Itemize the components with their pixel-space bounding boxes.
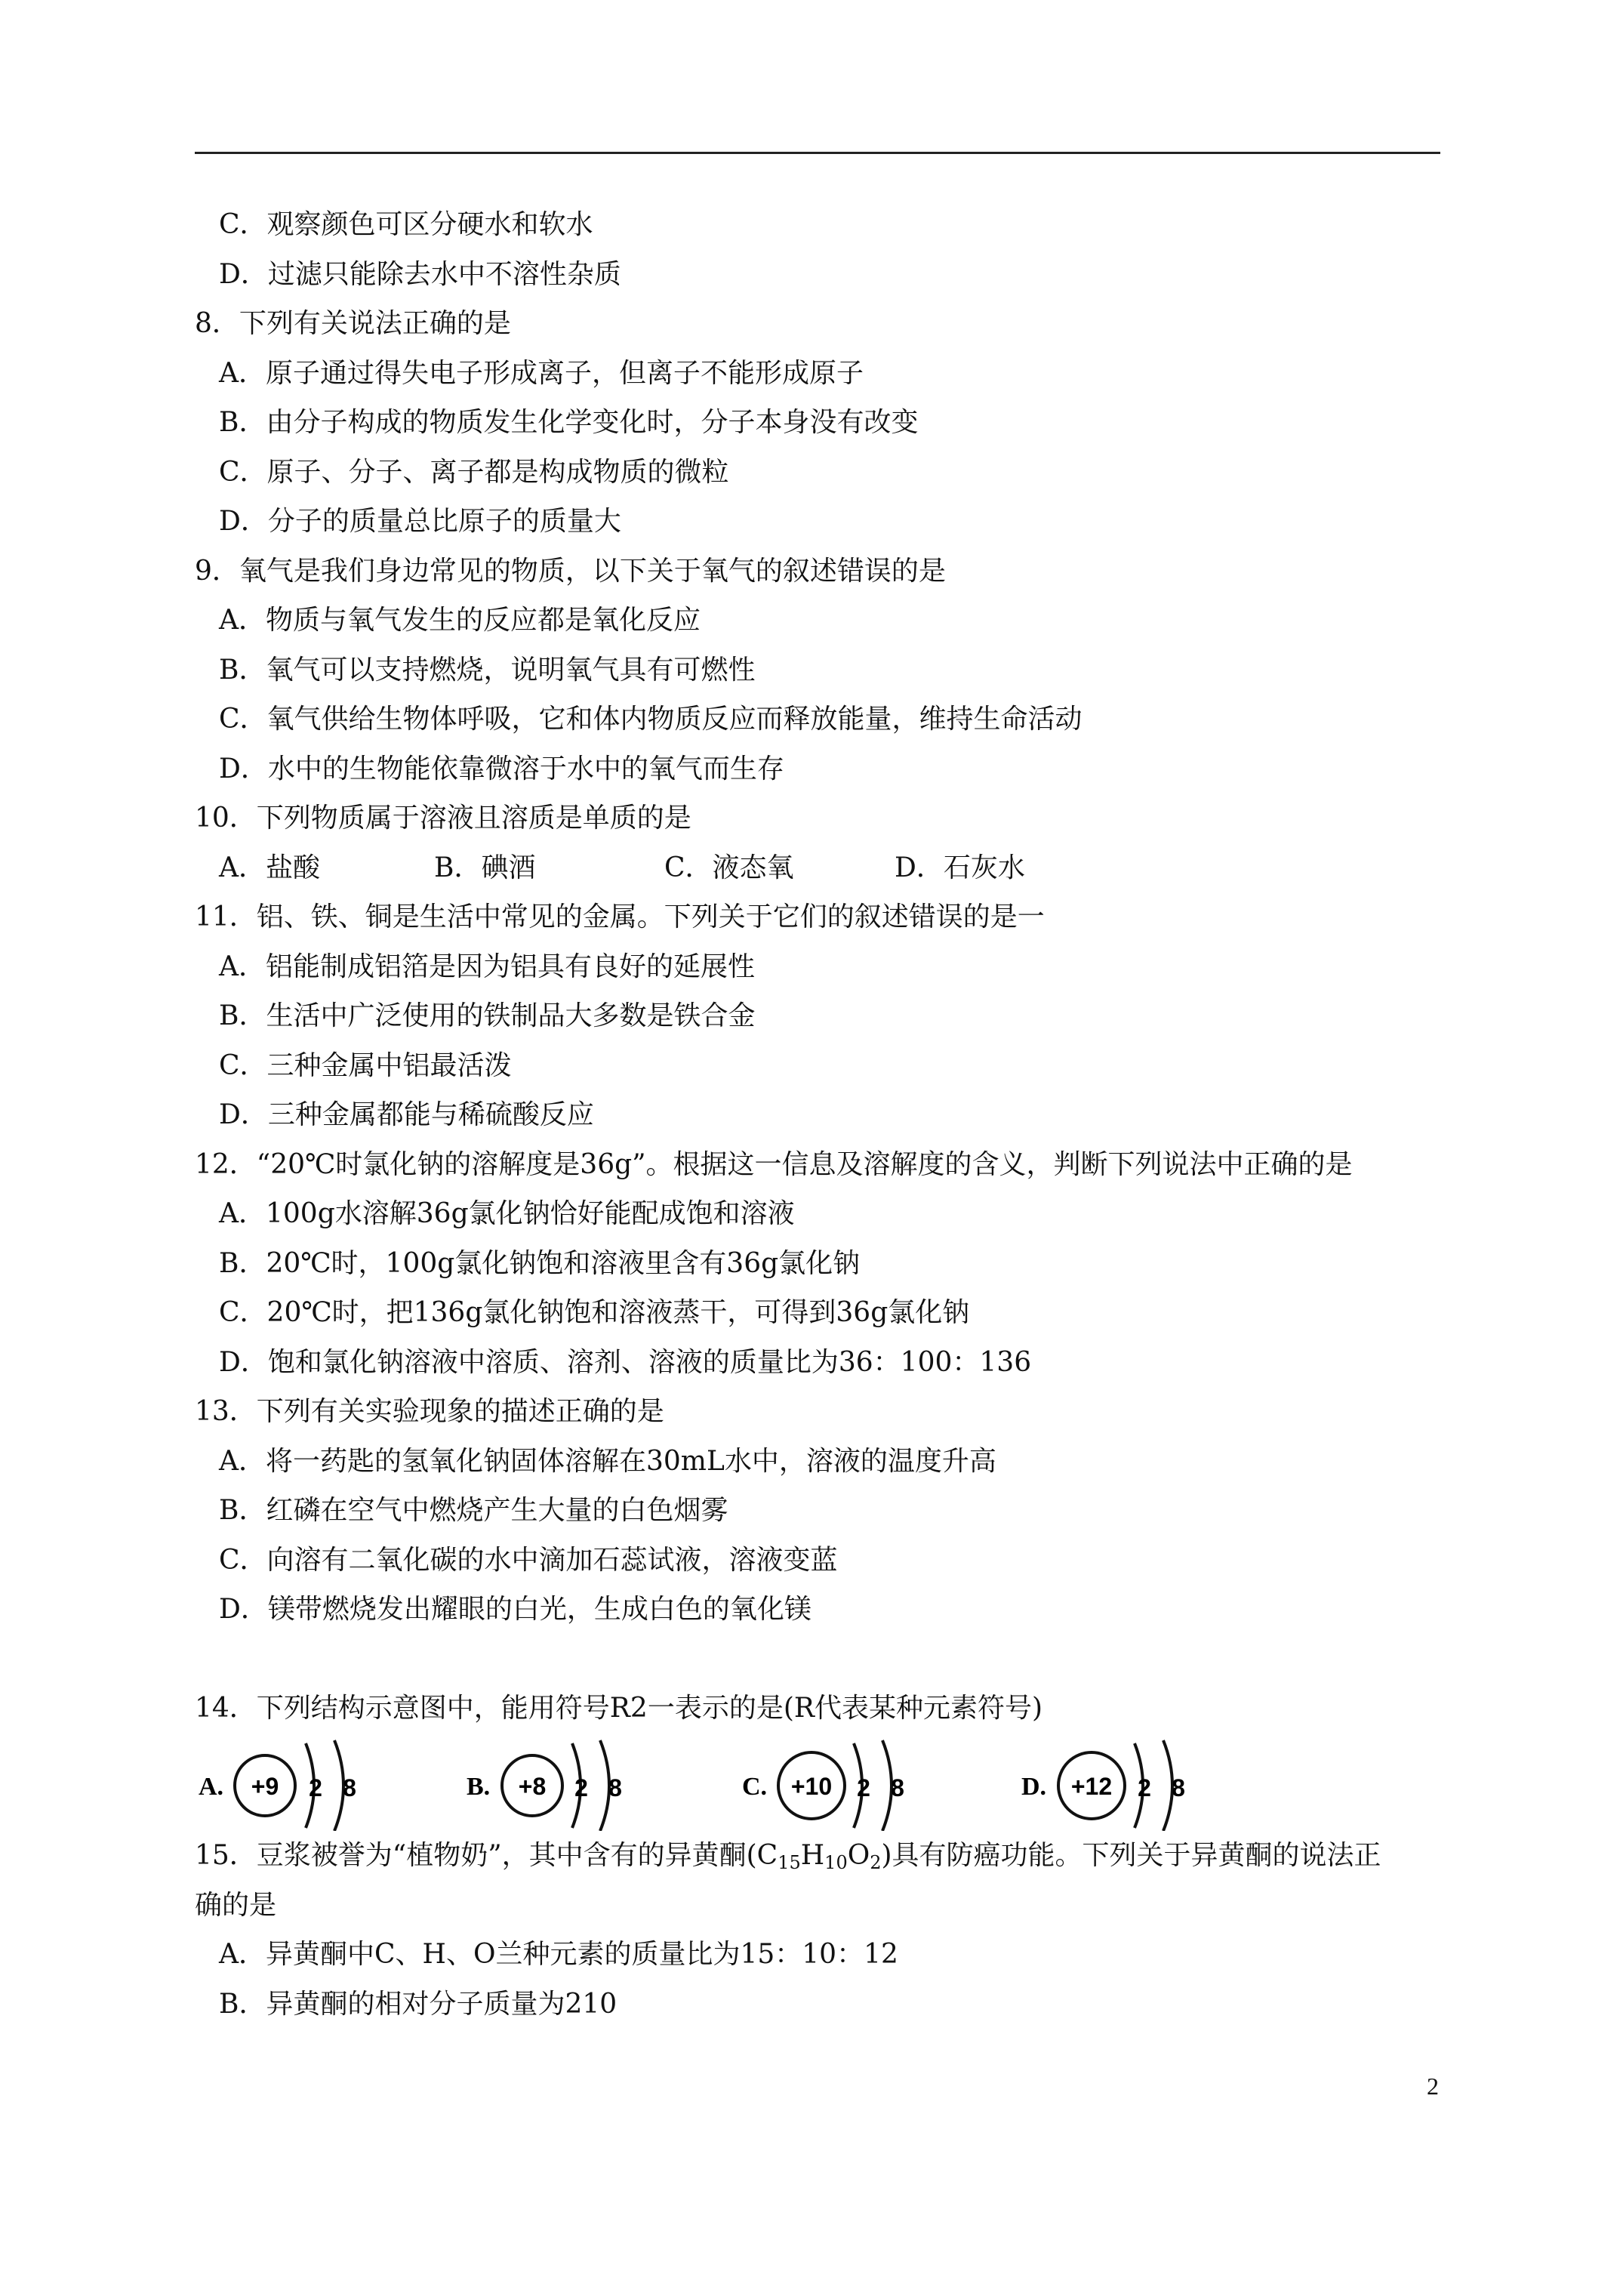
question-14: 14．下列结构示意图中，能用符号R2一表示的是(R代表某种元素符号) bbox=[195, 1692, 1043, 1724]
diagram-c bbox=[742, 1740, 904, 1831]
diagram-d-shell1-count: 2 bbox=[1138, 1774, 1151, 1801]
option-11d: D．三种金属都能与稀硫酸反应 bbox=[219, 1099, 594, 1130]
option-15a: A．异黄酮中C、H、O兰种元素的质量比为15：10：12 bbox=[219, 1939, 898, 1970]
option-10d: D．石灰水 bbox=[895, 852, 1025, 883]
diagram-a bbox=[199, 1740, 356, 1831]
diagram-b-shell2-count: 8 bbox=[608, 1774, 622, 1801]
question-13: 13．下列有关实验现象的描述正确的是 bbox=[195, 1396, 664, 1427]
diagram-d-label: D. bbox=[1021, 1773, 1047, 1801]
question-15-text-part1: 15．豆浆被誉为“植物奶”，其中含有的异黄酮(C bbox=[195, 1840, 778, 1871]
diagram-b-nucleus: +8 bbox=[518, 1773, 547, 1800]
diagram-b-label: B. bbox=[467, 1773, 491, 1801]
option-8c: C．原子、分子、离子都是构成物质的微粒 bbox=[219, 456, 729, 488]
spacer bbox=[195, 1635, 1448, 1684]
option-8d: D．分子的质量总比原子的质量大 bbox=[219, 506, 621, 537]
question-15-sub-o: 2 bbox=[870, 1852, 882, 1873]
question-15-o: O bbox=[847, 1840, 870, 1871]
question-9: 9．氧气是我们身边常见的物质，以下关于氧气的叙述错误的是 bbox=[195, 555, 946, 587]
option-12a: A．100g水溶解36g氯化钠恰好能配成饱和溶液 bbox=[219, 1198, 795, 1229]
option-13d: D．镁带燃烧发出耀眼的白光，生成白色的氧化镁 bbox=[219, 1594, 812, 1625]
option-11c: C．三种金属中铝最活泼 bbox=[219, 1049, 512, 1081]
option-7d: D．过滤只能除去水中不溶性杂质 bbox=[219, 258, 621, 290]
diagram-d-nucleus: +12 bbox=[1070, 1773, 1113, 1800]
question-15 bbox=[195, 1831, 1448, 1881]
question-15-text-part2: )具有防癌功能。下列关于异黄酮的说法正 bbox=[881, 1840, 1381, 1871]
diagram-c-shell1-count: 2 bbox=[857, 1774, 870, 1801]
option-8b: B．由分子构成的物质发生化学变化时，分子本身没有改变 bbox=[219, 407, 919, 438]
question-8: 8．下列有关说法正确的是 bbox=[195, 308, 511, 339]
diagram-c-label: C. bbox=[742, 1773, 768, 1801]
diagram-b bbox=[467, 1740, 622, 1831]
question-10-options bbox=[195, 843, 1448, 893]
option-8a: A．原子通过得失电子形成离子，但离子不能形成原子 bbox=[219, 357, 864, 389]
question-12: 12．“20℃时氯化钠的溶解度是36g”。根据这一信息及溶解度的含义，判断下列说法中正确的是 bbox=[195, 1148, 1353, 1180]
question-15-sub-h: 10 bbox=[824, 1852, 848, 1873]
diagram-a-nucleus: +9 bbox=[251, 1773, 279, 1800]
atomic-structure-diagrams bbox=[199, 1733, 1448, 1831]
option-13b: B．红磷在空气中燃烧产生大量的白色烟雾 bbox=[219, 1495, 728, 1526]
header-rule bbox=[195, 152, 1440, 154]
question-15-h: H bbox=[800, 1840, 825, 1871]
option-11a: A．铝能制成铝箔是因为铝具有良好的延展性 bbox=[219, 951, 755, 982]
option-12d: D．饱和氯化钠溶液中溶质、溶剂、溶液的质量比为36：100：136 bbox=[219, 1346, 1032, 1378]
option-9d: D．水中的生物能依靠微溶于水中的氧气而生存 bbox=[219, 753, 784, 784]
diagram-c-shell2-count: 8 bbox=[891, 1774, 904, 1801]
diagram-d-shell2-count: 8 bbox=[1172, 1774, 1185, 1801]
diagram-a-shell1-count: 2 bbox=[309, 1774, 322, 1801]
option-7c: C．观察颜色可区分硬水和软水 bbox=[219, 209, 593, 240]
diagram-a-label: A. bbox=[199, 1773, 224, 1801]
page-number: 2 bbox=[1427, 2073, 1439, 2100]
diagram-b-shell1-count: 2 bbox=[574, 1774, 588, 1801]
option-9c: C．氧气供给生物体呼吸，它和体内物质反应而释放能量，维持生命活动 bbox=[219, 704, 1083, 735]
question-11: 11．铝、铁、铜是生活中常见的金属。下列关于它们的叙述错误的是一 bbox=[195, 901, 1045, 932]
diagram-a-shell2-count: 8 bbox=[343, 1774, 356, 1801]
question-15-line2: 确的是 bbox=[195, 1889, 277, 1921]
option-9a: A．物质与氧气发生的反应都是氧化反应 bbox=[219, 605, 701, 636]
option-13c: C．向溶有二氧化碳的水中滴加石蕊试液，溶液变蓝 bbox=[219, 1544, 838, 1576]
exam-content bbox=[195, 200, 1448, 2029]
option-12b: B．20℃时，100g氯化钠饱和溶液里含有36g氯化钠 bbox=[219, 1247, 861, 1279]
option-10c: C．液态氧 bbox=[664, 852, 794, 883]
option-11b: B．生活中广泛使用的铁制品大多数是铁合金 bbox=[219, 1000, 756, 1031]
option-15b: B．异黄酮的相对分子质量为210 bbox=[219, 1988, 617, 2020]
option-10b: B．碘酒 bbox=[434, 852, 536, 883]
option-10a: A．盐酸 bbox=[219, 852, 320, 883]
question-10: 10．下列物质属于溶液且溶质是单质的是 bbox=[195, 803, 691, 834]
question-15-sub-c: 15 bbox=[778, 1852, 801, 1873]
atomic-diagrams-svg bbox=[199, 1733, 1444, 1831]
option-13a: A．将一药匙的氢氧化钠固体溶解在30mL水中，溶液的温度升高 bbox=[219, 1445, 996, 1477]
option-12c: C．20℃时，把136g氯化钠饱和溶液蒸干，可得到36g氯化钠 bbox=[219, 1297, 970, 1328]
diagram-c-nucleus: +10 bbox=[790, 1773, 833, 1800]
option-9b: B．氧气可以支持燃烧，说明氧气具有可燃性 bbox=[219, 654, 756, 686]
diagram-d bbox=[1021, 1740, 1185, 1831]
